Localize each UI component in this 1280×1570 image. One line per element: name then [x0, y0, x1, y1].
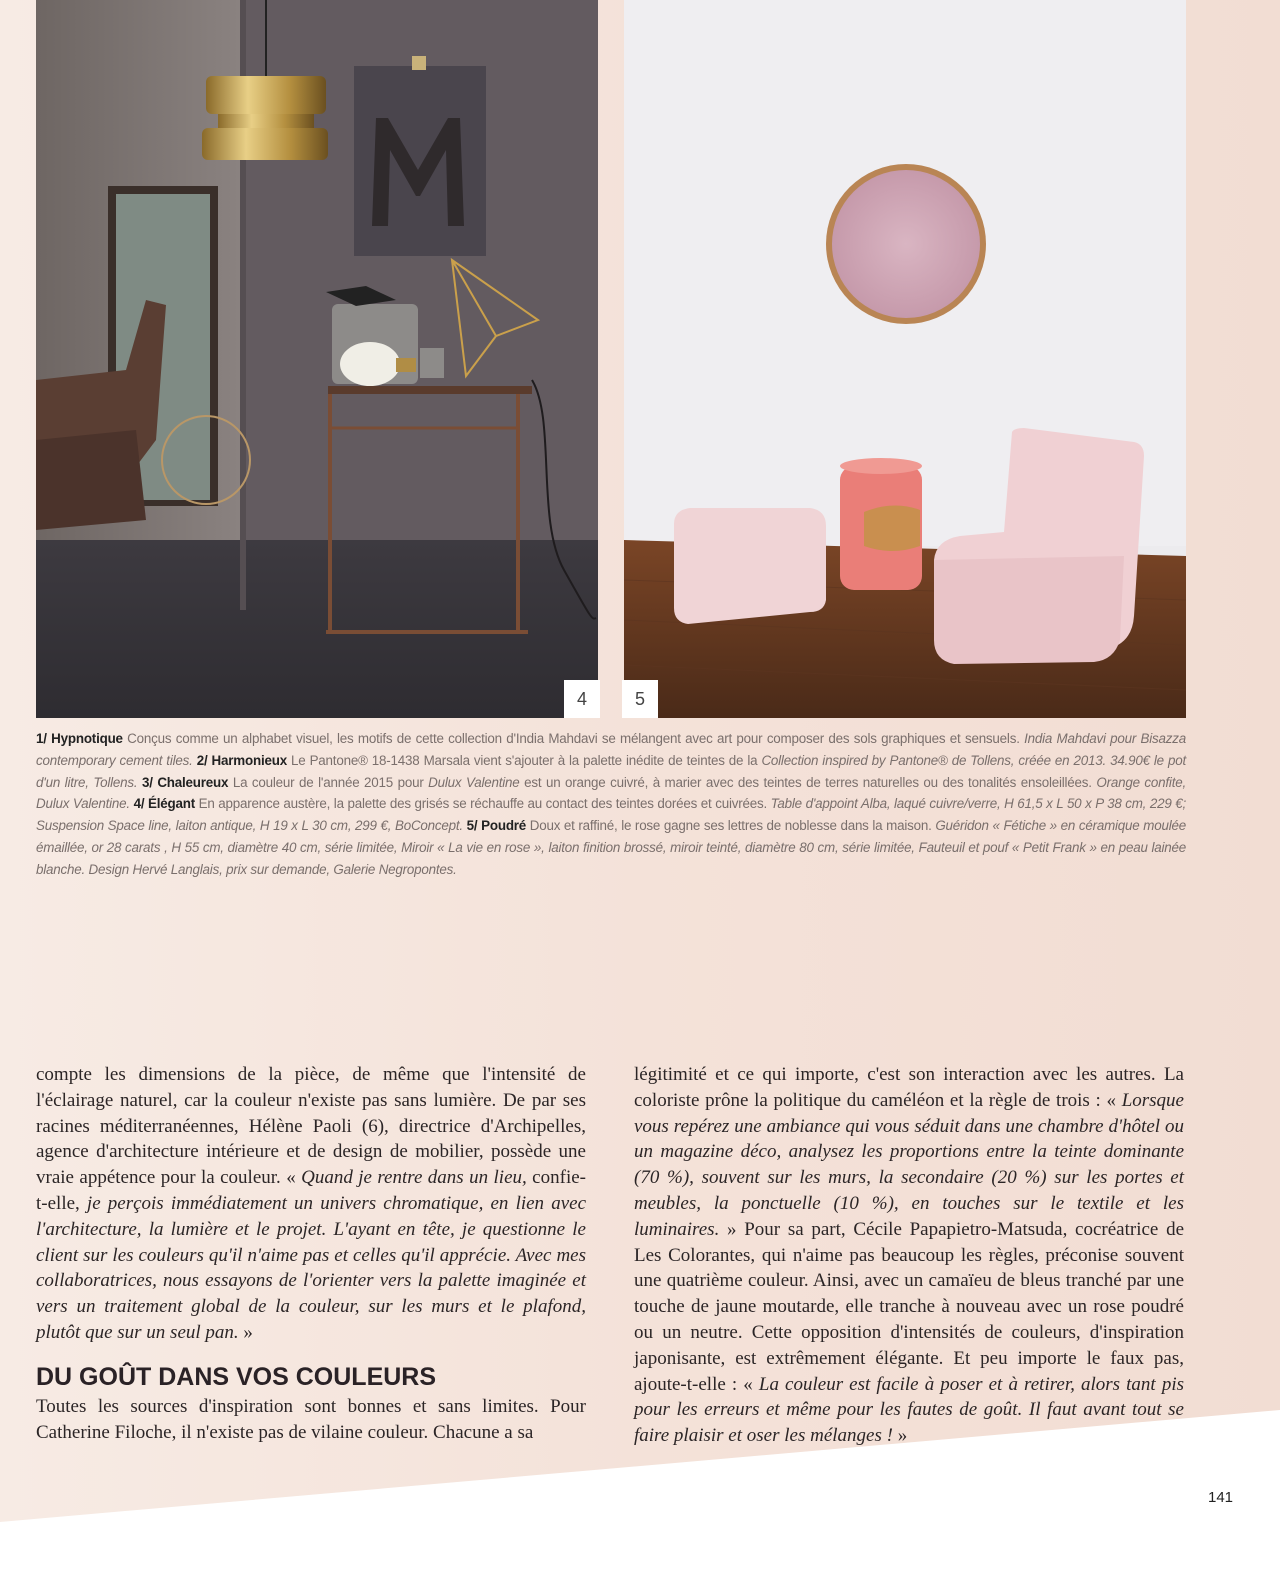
- article-left-column: [36, 1062, 586, 1445]
- section-heading: DU GOÛT DANS VOS COULEURS: [36, 1362, 437, 1391]
- caption-4-text: En apparence austère, la palette des grisés se réchauffe au contact des teintes dorées et cuivrées.: [194, 796, 771, 812]
- caption-3-text-b: est un orange cuivré, à marier avec des teintes de terres naturelles ou des tonalités ensoleillées.: [519, 774, 1097, 790]
- right-p1-quote-a: Lorsque vous repérez une ambiance qui vous séduit dans une chambre d'hôtel ou un magazine déco, analysez les proportions entre la teinte dominante (70 %), souvent sur les murs, la secondaire (20 %) sur les portes et meubles, la ponctuelle (10 %), en touches sur le textile et les luminaires.: [634, 1089, 1184, 1240]
- caption-2-label: 2/ Harmonieux: [192, 752, 287, 768]
- left-p1-quote-b: je perçois immédiatement un univers chromatique, en lien avec l'architecture, la lumière et le projet. L'ayant en tête, je questionne le client sur les couleurs qu'il n'aime pas et celles qu'il apprécie. Avec mes collaboratrices, nous essayons de l'orienter vers la palette imaginée et vers un traitement global de la couleur, sur les murs et le plafond, plutôt que sur un seul pan.: [36, 1192, 586, 1343]
- caption-3-text-a: La couleur de l'année 2015 pour: [228, 774, 429, 790]
- left-paragraph-1: [36, 1062, 586, 1346]
- photo-elegant-interior: [36, 0, 598, 718]
- photo-number-4: 4: [564, 680, 600, 718]
- right-p1-text-c: »: [892, 1425, 908, 1447]
- left-p1-text-b: confie-t-elle,: [36, 1167, 586, 1214]
- page-number: 141: [1208, 1489, 1234, 1506]
- caption-4-credit: Table d'appoint Alba, laqué cuivre/verre, H 61,5 x L 50 x P 38 cm, 229 €; Suspension Space line, laiton antique, H 19 x L 30 cm, 299 €, BoConcept.: [36, 796, 1186, 834]
- left-p1-text-c: »: [238, 1321, 253, 1343]
- photo-elegant-illustration: [36, 0, 598, 718]
- photo-caption: [36, 728, 1186, 881]
- photo-number-5: 5: [622, 680, 658, 718]
- caption-5-label: 5/ Poudré: [462, 818, 527, 834]
- caption-5-credit: Guéridon « Fétiche » en céramique moulée émaillée, or 28 carats , H 55 cm, diamètre 40 cm, série limitée, Miroir « La vie en rose », laiton finition brossé, miroir teinté, diamètre 80 cm, série limitée, Fauteuil et pouf « Petit Frank » en peau lainée blanche. Design Hervé Langlais, prix sur demande, Galerie Negropontes.: [36, 818, 1186, 877]
- caption-2-credit: Collection inspired by Pantone® de Tollens, créée en 2013. 34.90€ le pot d'un litre, Tollens.: [36, 752, 1186, 790]
- right-p1-text-b: » Pour sa part, Cécile Papapietro-Matsuda, cocréatrice de Les Colorantes, qui n'aime pas beaucoup les règles, préconise souvent une quatrième couleur. Ainsi, avec un camaïeu de bleus tranché par une touche de jaune moutarde, elle tranche à nouveau avec un rose poudré ou un neutre. Cette opposition d'intensités de couleurs, d'inspiration japonisante, est extrêmement élégante. Et peu importe le faux pas, ajoute-t-elle : «: [634, 1218, 1184, 1395]
- left-p1-text-a: compte les dimensions de la pièce, de même que l'intensité de l'éclairage naturel, car la couleur n'existe pas sans lumière. De par ses racines méditerranéennes, Hélène Paoli (6), directrice d'Archipelles, agence d'architecture intérieure et de design de mobilier, possède une vraie appétence pour la couleur. «: [36, 1064, 586, 1189]
- caption-3-label: 3/ Chaleureux: [137, 774, 229, 790]
- photo-poudre-illustration: [624, 0, 1186, 718]
- caption-4-label: 4/ Élégant: [129, 796, 195, 812]
- caption-2-text: Le Pantone® 18-1438 Marsala vient s'ajouter à la palette inédite de teintes de la: [286, 752, 762, 768]
- photo-poudre-interior: [624, 0, 1186, 718]
- caption-5-text: Doux et raffiné, le rose gagne ses lettres de noblesse dans la maison.: [526, 818, 936, 834]
- caption-1-credit: India Mahdavi pour Bisazza contemporary cement tiles.: [36, 731, 1186, 768]
- right-p1-quote-b: La couleur est facile à poser et à retirer, alors tant pis pour les erreurs et même pour les fautes de goût. Il faut avant tout se faire plaisir et oser les mélanges !: [634, 1373, 1184, 1447]
- caption-3-brand: Dulux Valentine: [428, 774, 520, 790]
- caption-3-credit: Orange confite, Dulux Valentine.: [36, 774, 1186, 812]
- right-paragraph-1: [634, 1062, 1184, 1449]
- left-p1-quote-a: Quand je rentre dans un lieu,: [301, 1167, 527, 1189]
- caption-1-label: 1/ Hypnotique: [36, 731, 123, 746]
- caption-1-text: Conçus comme un alphabet visuel, les motifs de cette collection d'India Mahdavi se mélangent avec art pour composer des sols graphiques et sensuels.: [122, 731, 1025, 746]
- article-right-column: [634, 1062, 1184, 1449]
- left-paragraph-2: Toutes les sources d'inspiration sont bonnes et sans limites. Pour Catherine Filoche, il n'existe pas de vilaine couleur. Chacune a sa: [36, 1395, 586, 1443]
- right-p1-text-a: légitimité et ce qui importe, c'est son interaction avec les autres. La coloriste prône la politique du caméléon et la règle de trois : «: [634, 1064, 1184, 1111]
